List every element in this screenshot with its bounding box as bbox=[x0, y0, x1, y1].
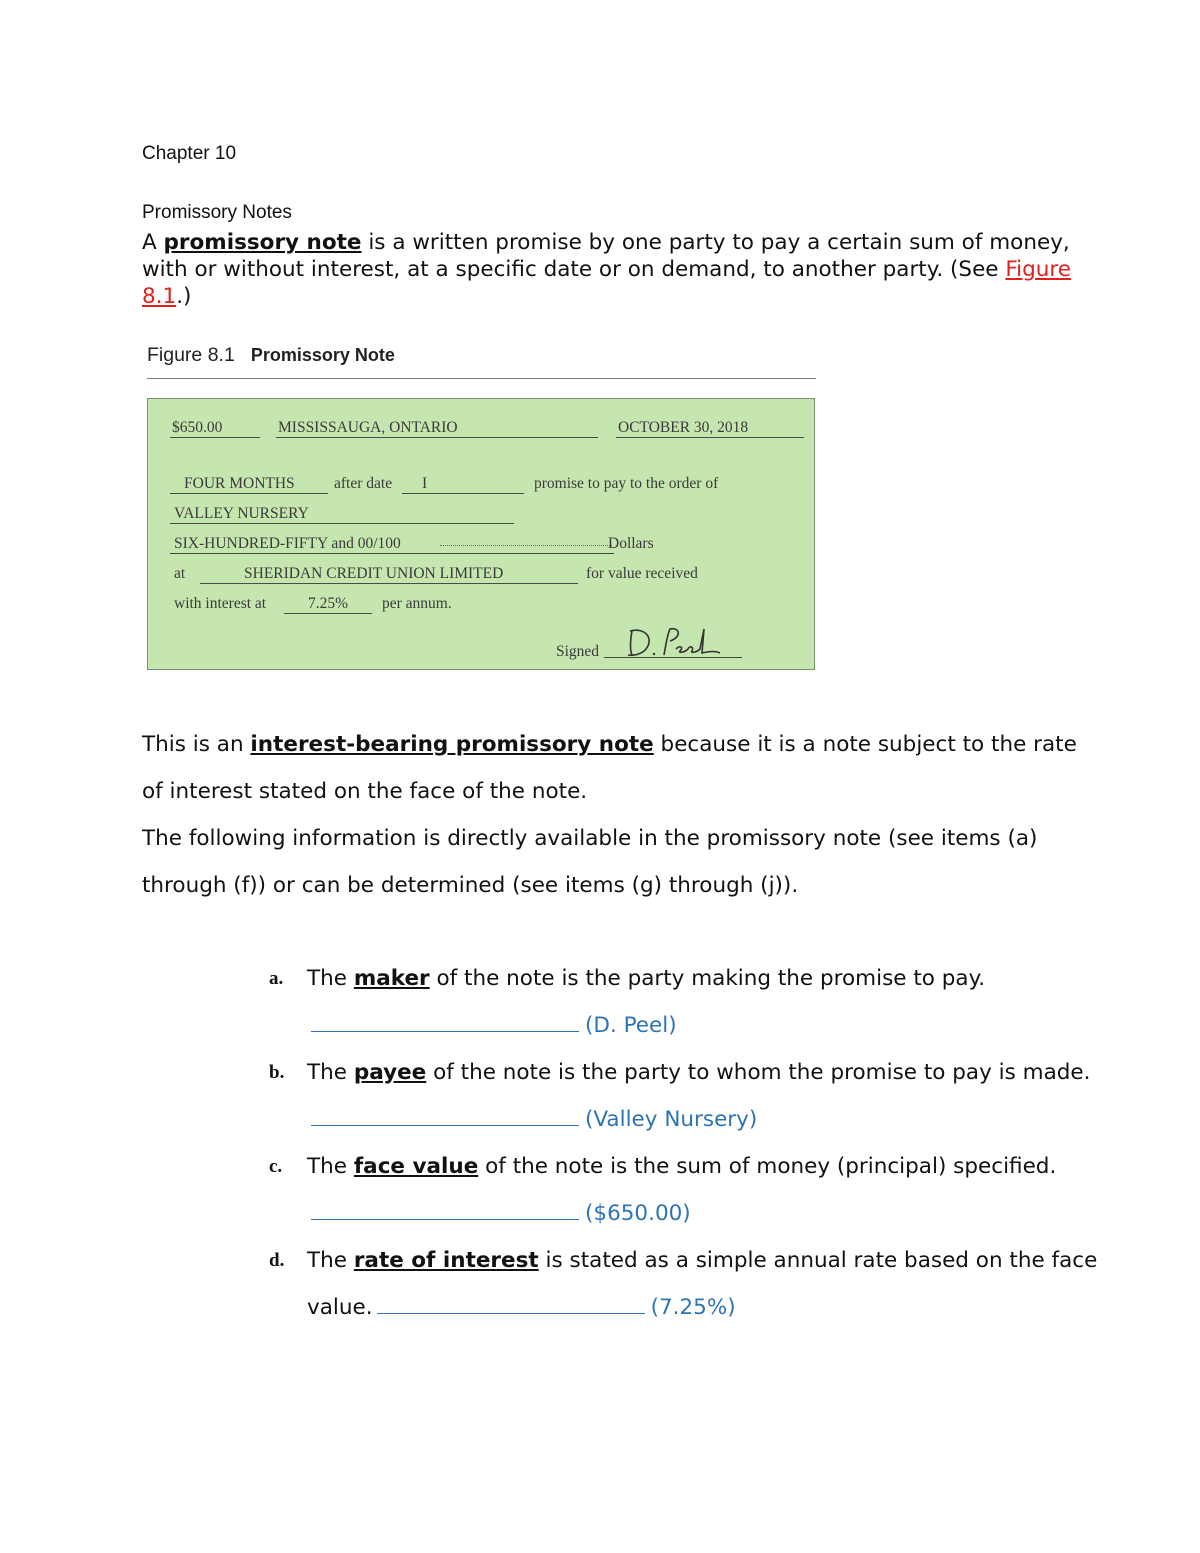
answer-text: ($650.00) bbox=[585, 1201, 691, 1226]
note-signed-label: Signed bbox=[556, 643, 600, 660]
note-per-annum: per annum. bbox=[382, 595, 452, 612]
list-marker: c. bbox=[269, 1156, 283, 1177]
list-marker: b. bbox=[269, 1062, 285, 1083]
term-face-value: face value bbox=[353, 1154, 479, 1179]
signature bbox=[624, 621, 724, 661]
paragraph-interest-bearing bbox=[142, 721, 1082, 815]
note-line bbox=[616, 437, 804, 438]
note-payee: VALLEY NURSERY bbox=[174, 505, 309, 522]
note-after-date: after date bbox=[334, 475, 393, 492]
note-value-received: for value received bbox=[586, 565, 698, 582]
item-prefix: The bbox=[307, 1060, 354, 1085]
note-with-interest: with interest at bbox=[174, 595, 267, 612]
answer-blank bbox=[311, 1201, 579, 1220]
list-marker: a. bbox=[269, 968, 284, 989]
para1-prefix: This is an bbox=[142, 732, 251, 757]
figure-title: Promissory Note bbox=[250, 345, 395, 365]
term-rate-of-interest: rate of interest bbox=[353, 1248, 539, 1273]
figure-caption bbox=[147, 344, 395, 367]
intro-paragraph bbox=[142, 229, 1072, 310]
item-text: of the note is the party to whom the promise to pay is made. bbox=[426, 1060, 1091, 1085]
item-prefix: The bbox=[307, 1248, 354, 1273]
term-payee: payee bbox=[353, 1060, 427, 1085]
answer-text: (7.25%) bbox=[650, 1295, 736, 1320]
figure-label: Figure 8.1 bbox=[147, 344, 235, 366]
paragraph-information: The following information is directly available in the promissory note (see items (a) through (f)) or can be determined (see items (g) through (j)). bbox=[142, 826, 1038, 898]
list-marker: d. bbox=[269, 1250, 285, 1271]
item-prefix: The bbox=[307, 966, 354, 991]
list-item bbox=[142, 1143, 1142, 1237]
answer-blank bbox=[311, 1013, 579, 1032]
figure-link[interactable]: Figure 8.1 bbox=[142, 257, 1072, 309]
note-amount-words: SIX-HUNDRED-FIFTY and 00/100 bbox=[174, 535, 401, 552]
note-promise: promise to pay to the order of bbox=[534, 475, 719, 492]
note-line bbox=[170, 437, 260, 438]
note-place: MISSISSAUGA, ONTARIO bbox=[278, 419, 458, 436]
note-date: OCTOBER 30, 2018 bbox=[618, 419, 749, 436]
note-line bbox=[402, 493, 524, 494]
list-item bbox=[142, 955, 1142, 1049]
note-line bbox=[200, 583, 578, 584]
note-dollars: Dollars bbox=[608, 535, 654, 552]
item-prefix: The bbox=[307, 1154, 354, 1179]
promissory-note-image bbox=[147, 398, 815, 670]
item-text: is stated as a simple annual rate based on the face value. bbox=[307, 1248, 1098, 1320]
answer-blank bbox=[311, 1107, 579, 1126]
definition-list bbox=[142, 955, 1142, 1331]
term-promissory-note: promissory note bbox=[163, 230, 362, 255]
term-interest-bearing: interest-bearing promissory note bbox=[250, 732, 654, 757]
note-line bbox=[170, 523, 514, 524]
note-amount: $650.00 bbox=[172, 419, 223, 436]
term-maker: maker bbox=[353, 966, 430, 991]
answer-text: (Valley Nursery) bbox=[585, 1107, 758, 1132]
list-item bbox=[142, 1049, 1142, 1143]
note-line bbox=[170, 553, 614, 554]
chapter-heading: Chapter 10 bbox=[142, 143, 237, 164]
intro-prefix: A bbox=[142, 230, 164, 255]
note-line bbox=[170, 493, 328, 494]
section-title: Promissory Notes bbox=[142, 202, 292, 223]
item-text: of the note is the party making the promise to pay. bbox=[429, 966, 986, 991]
note-term: FOUR MONTHS bbox=[184, 475, 295, 492]
note-at: at bbox=[174, 565, 186, 582]
note-line bbox=[284, 613, 372, 614]
intro-suffix: .) bbox=[176, 284, 192, 309]
note-line bbox=[276, 437, 598, 438]
note-bank: SHERIDAN CREDIT UNION LIMITED bbox=[244, 565, 504, 582]
list-item bbox=[142, 1237, 1142, 1331]
answer-blank bbox=[377, 1295, 645, 1314]
answer-text: (D. Peel) bbox=[585, 1013, 677, 1038]
note-rate: 7.25% bbox=[308, 595, 349, 612]
figure-divider bbox=[147, 378, 816, 379]
intro-text: is a written promise by one party to pay a certain sum of money, with or without interest, at a specific date or on demand, to another party. (See bbox=[142, 230, 1070, 282]
note-pronoun: I bbox=[422, 475, 428, 492]
item-text: of the note is the sum of money (principal) specified. bbox=[478, 1154, 1057, 1179]
note-dotted-leader bbox=[440, 545, 612, 546]
para1-text: because it is a note subject to the rate of interest stated on the face of the note. bbox=[142, 732, 1077, 804]
